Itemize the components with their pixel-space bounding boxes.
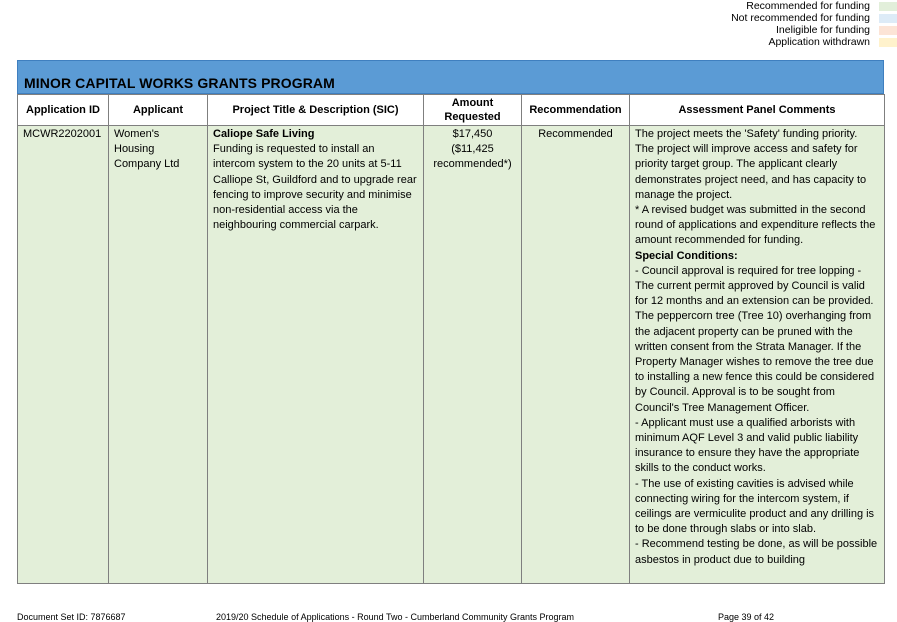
special-condition: - The use of existing cavities is advised while connecting wiring for the intercom system, if ceilings are vermiculite product and any drilling is to be done through slabs or into slab. bbox=[635, 477, 875, 536]
legend-swatch bbox=[879, 2, 897, 11]
comments-budget-note: * A revised budget was submitted in the second round of applications and expenditure reflects the amount recommended for funding. bbox=[635, 204, 876, 247]
footer-title: 2019/20 Schedule of Applications - Round Two - Cumberland Community Grants Program bbox=[216, 612, 575, 622]
legend-item-withdrawn bbox=[637, 36, 897, 48]
cell-amount bbox=[424, 126, 522, 584]
header-comments: Assessment Panel Comments bbox=[630, 95, 885, 126]
special-conditions-heading: Special Conditions: bbox=[635, 249, 738, 262]
amount-requested: $17,450 bbox=[452, 128, 493, 140]
program-title-bar bbox=[17, 60, 884, 94]
cell-application-id: MCWR2202001 bbox=[18, 126, 109, 584]
legend-label: Not recommended for funding bbox=[731, 12, 870, 24]
amount-recommended: ($11,425 recommended*) bbox=[433, 143, 512, 171]
comments-intro: The project meets the 'Safety' funding priority. The project will improve access and safety for priority target group. The applicant clearly demonstrates project need, and has capacity to manage the project. bbox=[635, 128, 867, 201]
legend-item-ineligible bbox=[637, 24, 897, 36]
legend-swatch bbox=[879, 26, 897, 35]
legend-label: Recommended for funding bbox=[746, 0, 870, 12]
cell-recommendation: Recommended bbox=[522, 126, 630, 584]
legend-swatch bbox=[879, 14, 897, 23]
header-project: Project Title & Description (SIC) bbox=[208, 95, 424, 126]
footer-doc-id: Document Set ID: 7876687 bbox=[17, 612, 126, 622]
program-title: MINOR CAPITAL WORKS GRANTS PROGRAM bbox=[24, 75, 335, 91]
page-footer bbox=[0, 612, 897, 622]
project-title: Caliope Safe Living bbox=[213, 128, 315, 140]
table-header-row bbox=[18, 95, 885, 126]
header-recommendation: Recommendation bbox=[522, 95, 630, 126]
legend-item-recommended bbox=[637, 0, 897, 12]
header-amount: Amount Requested bbox=[424, 95, 522, 126]
cell-comments bbox=[630, 126, 885, 584]
legend-label: Application withdrawn bbox=[768, 36, 870, 48]
legend-item-not-recommended bbox=[637, 12, 897, 24]
special-condition: - Council approval is required for tree lopping - The current permit approved by Council is valid for 12 months and an extension can be provided. The peppercorn tree (Tree 10) overhanging from the adjacent property can be pruned with the written consent from the Strata Manager. If the Property Manager wishes to remove the tree due to installing a new fence this could be considered by Council. Approval is to be sought from Council's Tree Management Officer. bbox=[635, 264, 875, 414]
project-description: Funding is requested to install an intercom system to the 20 units at 5-11 Calliope St, Guildford and to upgrade rear fencing to improve security and minimise non-residential access via the neighbouring commercial carpark. bbox=[213, 143, 417, 232]
legend-label: Ineligible for funding bbox=[776, 24, 870, 36]
header-applicant: Applicant bbox=[109, 95, 208, 126]
legend-swatch bbox=[879, 38, 897, 47]
cell-project bbox=[208, 126, 424, 584]
footer-page-number: Page 39 of 42 bbox=[718, 612, 775, 622]
table-row bbox=[18, 126, 885, 584]
applications-table bbox=[17, 94, 885, 584]
special-condition: - Applicant must use a qualified arborists with minimum AQF Level 3 and valid public liability insurance to ensure they have the appropriate skills to the conduct works. bbox=[635, 416, 860, 475]
funding-legend bbox=[637, 0, 897, 48]
cell-applicant: Women's Housing Company Ltd bbox=[109, 126, 208, 584]
special-condition: - Recommend testing be done, as will be possible asbestos in product due to building bbox=[635, 538, 878, 566]
header-application-id: Application ID bbox=[18, 95, 109, 126]
